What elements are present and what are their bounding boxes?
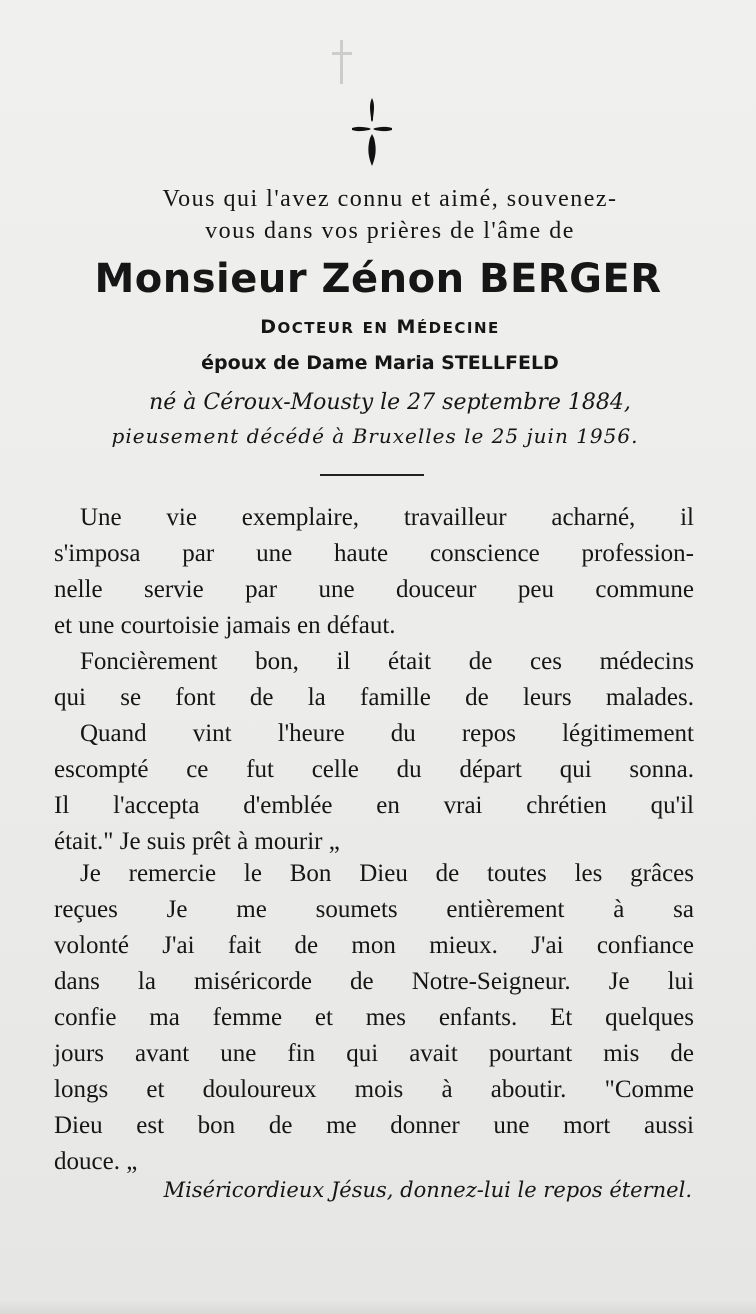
text-line: escompté ce fut celle du départ qui sonna. xyxy=(54,756,694,783)
text-line: longs et douloureux mois à aboutir. "Comme xyxy=(54,1076,694,1103)
text-line: Quand vint l'heure du repos légitimement xyxy=(80,720,694,747)
intro-line-1: Vous qui l'avez connu et aimé, souvenez- xyxy=(162,186,618,212)
text-line: volonté J'ai fait de mon mieux. J'ai confiance xyxy=(54,932,694,959)
text-line: et une courtoisie jamais en défaut. xyxy=(54,612,396,639)
text-line: était." Je suis prêt à mourir „ xyxy=(54,828,340,855)
death-line: pieusement décédé à Bruxelles le 25 juin 1956. xyxy=(111,424,639,448)
profession-title xyxy=(180,316,580,338)
text-line: reçues Je me soumets entièrement à sa xyxy=(54,896,694,923)
intro-line-2: vous dans vos prières de l'âme de xyxy=(205,218,575,244)
text-line: nelle servie par une douceur peu commune xyxy=(54,576,694,603)
spouse-line: époux de Dame Maria STELLFELD xyxy=(201,352,559,374)
paragraph-1 xyxy=(54,500,694,644)
title-en: EN xyxy=(362,319,389,337)
text-line: douce. „ xyxy=(54,1148,138,1175)
paragraph-2 xyxy=(54,644,694,716)
divider-rule xyxy=(320,474,424,476)
text-line: confie ma femme et mes enfants. Et quelques xyxy=(54,1004,694,1031)
title-edecine: ÉDECINE xyxy=(416,319,500,337)
text-line: Dieu est bon de me donner une mort aussi xyxy=(54,1112,694,1139)
text-line: s'imposa par une haute conscience profession- xyxy=(54,540,694,567)
deceased-name: Monsieur Zénon BERGER xyxy=(94,256,662,302)
title-initial-m: M xyxy=(396,316,417,338)
closing-prayer: Miséricordieux Jésus, donnez-lui le repos éternel. xyxy=(163,1178,692,1202)
latin-cross-icon xyxy=(350,98,394,166)
text-line: Foncièrement bon, il était de ces médecins xyxy=(80,648,694,675)
paragraph-3 xyxy=(54,716,694,860)
text-line: Je remercie le Bon Dieu de toutes les grâces xyxy=(80,860,694,887)
title-octeur: OCTEUR xyxy=(277,319,355,337)
text-line: jours avant une fin qui avait pourtant mis de xyxy=(54,1040,694,1067)
text-line: Une vie exemplaire, travailleur acharné, il xyxy=(80,504,694,531)
paragraph-4 xyxy=(54,856,694,1180)
show-through-cross-icon xyxy=(330,40,354,84)
text-line: qui se font de la famille de leurs malades. xyxy=(54,684,694,711)
birth-line: né à Céroux-Mousty le 27 septembre 1884, xyxy=(149,390,631,415)
text-line: Il l'accepta d'emblée en vrai chrétien qu'il xyxy=(54,792,694,819)
text-line: dans la miséricorde de Notre-Seigneur. Je lui xyxy=(54,968,694,995)
title-initial-d: D xyxy=(260,316,278,338)
scan-bottom-edge xyxy=(0,1300,756,1314)
